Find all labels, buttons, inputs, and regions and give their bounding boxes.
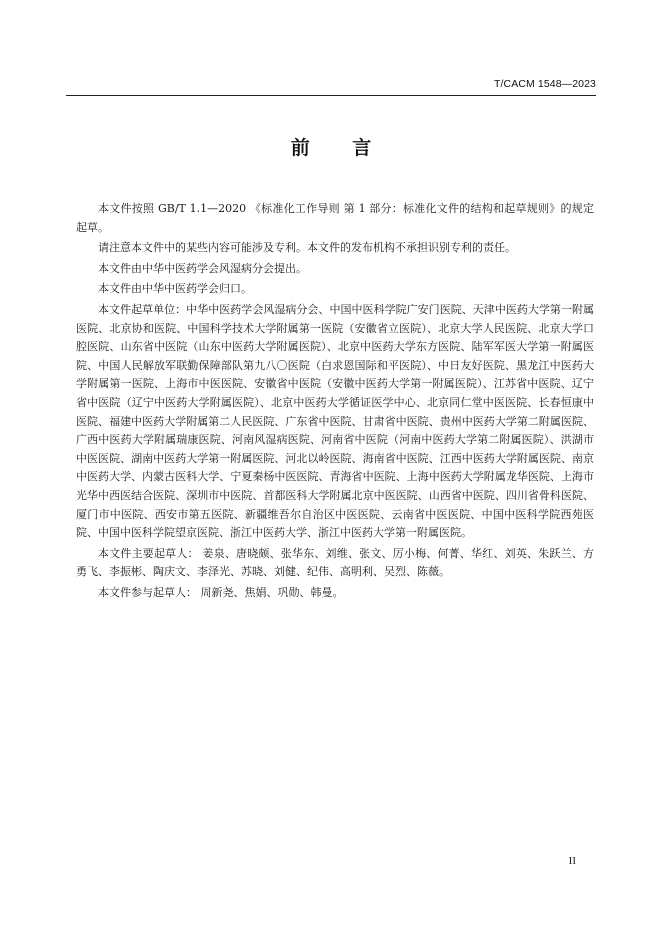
header-divider (66, 95, 596, 96)
paragraph-participating-drafters: 本文件参与起草人： 周新尧、焦娟、巩勋、韩曼。 (98, 585, 344, 599)
paragraph-main-drafters: 本文件主要起草人： 姜泉、唐晓颇、张华东、刘维、张文、厉小梅、何菁、华红、刘英、朱跃兰、方勇飞、李振彬、陶庆文、李泽光、苏晓、刘健、纪伟、高明利、吴烈、陈薇。 (76, 546, 594, 579)
paragraph-patent-notice: 请注意本文件中的某些内容可能涉及专利。本文件的发布机构不承担识别专利的责任。 (98, 241, 516, 255)
foreword-body (76, 200, 594, 604)
page-title: 前 言 (290, 137, 390, 159)
document-code: T/CACM 1548—2023 (494, 78, 596, 90)
page-number: II (568, 855, 576, 867)
paragraph-drafting-units: 本文件起草单位：中华中医药学会风湿病分会、中国中医科学院广安门医院、天津中医药大学第一附属医院、北京协和医院、中国科学技术大学附属第一医院（安徽省立医院）、北京大学人民医院、北京大学口腔医院、山东省中医院（山东中医药大学附属医院）、北京中医药大学东方医院、陆军军医大学第一附属医院、中国人民解放军联勤保障部队第九八〇医院（白求恩国际和平医院）、中日友好医院、黑龙江中医药大学附属第一医院、上海市中医医院、安徽省中医院（安徽中医药大学第一附属医院）、江苏省中医院、辽宁省中医院（辽宁中医药大学附属医院）、北京中医药大学循证医学中心、北京同仁堂中医医院、长春恒康中医院、福建中医药大学附属第二人民医院、广东省中医院、甘肃省中医院、贵州中医药大学第二附属医院、广西中医药大学附属瑞康医院、河南风湿病医院、河南省中医院（河南中医药大学第二附属医院）、洪湖市中医医院、湖南中医药大学第一附属医院、河北以岭医院、海南省中医院、江西中医药大学附属医院、南京中医药大学、内蒙古医科大学、宁夏秦杨中医医院、青海省中医院、上海中医药大学附属龙华医院、上海市光华中西医结合医院、深圳市中医院、首都医科大学附属北京中医医院、山西省中医院、四川省骨科医院、厦门市中医院、西安市第五医院、新疆维吾尔自治区中医医院、云南省中医医院、中国中医科学院西苑医院、中国中医科学院望京医院、浙江中医药大学、浙江中医药大学第一附属医院。 (76, 302, 594, 540)
paragraph-centralized: 本文件由中华中医药学会归口。 (98, 282, 252, 296)
paragraph-proposer: 本文件由中华中医药学会风湿病分会提出。 (98, 261, 307, 275)
paragraph-drafting-rules: 本文件按照 GB/T 1.1—2020 《标准化工作导则 第 1 部分：标准化文件的结构和起草规则》的规定起草。 (76, 202, 594, 234)
